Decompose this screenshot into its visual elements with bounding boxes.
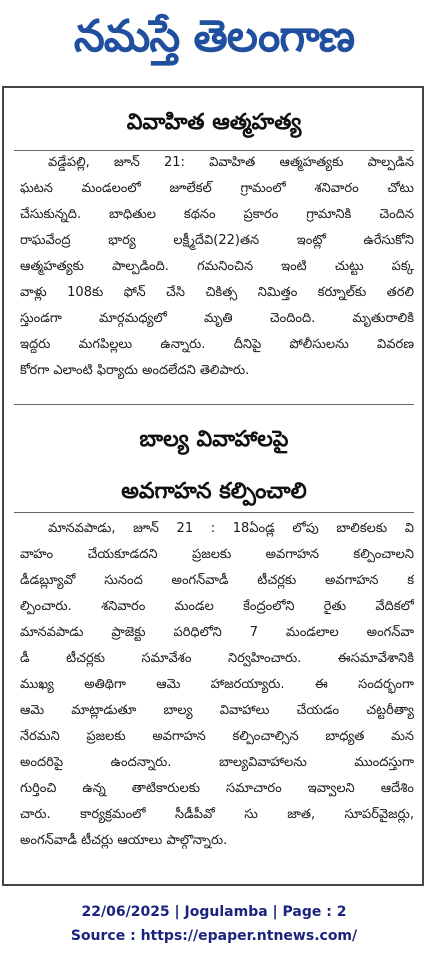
article1-body: [20, 150, 414, 384]
article2-body: [20, 516, 414, 854]
article1-line: వడ్డేపల్లి, జూన్ 21: వివాహిత ఆత్మహత్యకు పాల్పడిన: [48, 155, 414, 170]
article1-line: చేసుకున్నది. బాధితుల కథనం ప్రకారం గ్రామానికి చెందిన: [20, 207, 414, 222]
article1-line: కోరగా ఎలాంటి ఫిర్యాదు అందలేదని తెలిపారు.: [20, 363, 250, 378]
footer-meta: [0, 904, 428, 920]
article2-line: ముఖ్య అతిథిగా ఆమె హాజరయ్యారు. ఈ సందర్భంగా: [20, 677, 414, 692]
footer-edition: Jogulamba: [184, 904, 268, 920]
article2-line: డీడబ్ల్యూవో సునంద అంగన్‌వాడీ టీచర్లకు అవగాహన క: [20, 573, 414, 588]
article1-line: స్తుండగా మార్గమధ్యలో మృతి చెందింది. మృతురాలికి: [20, 311, 414, 326]
article1-line: వాళ్లు 108కు ఫోన్ చేసి చికిత్స నిమిత్తం కర్నూల్‌కు తరలి: [20, 285, 414, 300]
article2-headline-line2: అవగాహన కల్పించాలి: [121, 479, 307, 504]
article2-divider: [14, 512, 414, 513]
footer-source-text: Source : https://epaper.ntnews.com/: [70, 928, 358, 944]
article2-line: అందరిపై ఉందన్నారు. బాల్యవివాహాలను ముందస్తుగా: [20, 755, 414, 770]
article2-line: చారు. కార్యక్రమంలో సీడీపీవో సు జాత, సూపర్‌వైజర్లు,: [20, 807, 414, 822]
article2-line: మానవపాడు ప్రాజెక్టు పరిధిలోని 7 మండలాల అంగన్‌వా: [20, 625, 414, 640]
article2-line: ఆమె మాట్లాడుతూ బాల్య వివాహాలు చేయడం చట్టరీత్యా: [20, 703, 414, 718]
masthead: [0, 0, 428, 84]
article1-line: ఇద్దరు మగపిల్లలు ఉన్నారు. దీనిపై పోలీసులను వివరణ: [20, 337, 414, 352]
footer-source: [0, 928, 428, 944]
article1-headline: వివాహిత ఆత్మహత్య: [126, 110, 302, 135]
article2-line: అంగన్‌వాడీ టీచర్లు ఆయాలు పాల్గొన్నారు.: [20, 833, 228, 848]
article2-line: నేరమని ప్రజలకు అవగాహన కల్పించాల్సిన బాధ్యత మన: [20, 729, 414, 744]
article2-line: డీ టీచర్లకు సమావేశం నిర్వహించారు. ఈసమావేశానికి: [20, 651, 414, 666]
footer-page: Page : 2: [282, 904, 347, 920]
article2-line: ల్పించారు. శనివారం మండల కేంద్రంలోని రైతు వేదికలో: [20, 599, 414, 614]
article2-headline-line1: బాల్య వివాహాలపై: [139, 427, 289, 452]
footer-date: 22/06/2025: [81, 904, 170, 920]
footer-separator: |: [174, 904, 185, 920]
article2-line: గుర్తించి ఉన్న తాటికారులకు సమాచారం ఇవ్వాలని ఆదేశిం: [20, 781, 414, 796]
article2-line: మానవపాడు, జూన్ 21 : 18ఏండ్ల లోపు బాలికలకు వి: [48, 521, 414, 536]
masthead-logo: నమస్తే తెలంగాణ: [73, 11, 355, 62]
article2-line: వాహం చేయకూడదని ప్రజలకు అవగాహన కల్పించాలని: [20, 547, 414, 562]
article1-line: ఘటన మండలంలో జూలేకల్ గ్రామంలో శనివారం చోటు: [20, 181, 414, 196]
footer-separator: |: [272, 904, 283, 920]
article1-line: ఆత్మహత్యకు పాల్పడింది. గమనించిన ఇంటి చుట్టు పక్క: [20, 259, 414, 274]
article1-line: రాఘవేంద్ర భార్య లక్ష్మీదేవి(22)తన ఇంట్లో ఉరేసుకోని: [20, 233, 414, 248]
article-separator: [14, 404, 414, 405]
